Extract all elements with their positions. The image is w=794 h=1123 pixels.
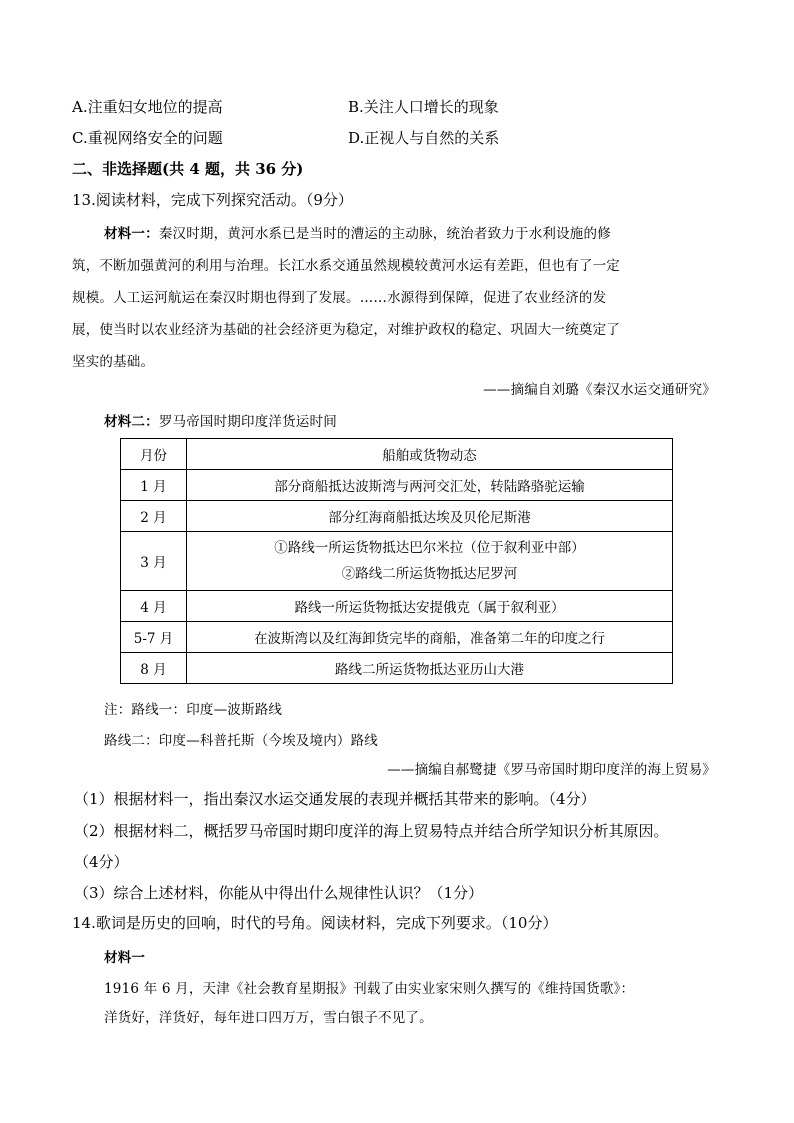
table-cell-text: 部分商船抵达波斯湾与两河交汇处，转陆路骆驼运输 xyxy=(187,470,673,501)
table-cell-month: 8 月 xyxy=(121,653,187,684)
table-cell-text: 路线一所运货物抵达安提俄克（属于叙利亚） xyxy=(187,591,673,622)
material2-source: ——摘编自郝鹭捷《罗马帝国时期印度洋的海上贸易》 xyxy=(387,762,716,778)
table-row xyxy=(121,532,673,591)
material2-label: 材料二： xyxy=(104,414,159,430)
table-note-1: 注：路线一：印度—波斯路线 xyxy=(104,702,283,718)
subquestion-1: （1）根据材料一，指出秦汉水运交通发展的表现并概括其带来的影响。（4分） xyxy=(74,790,596,808)
q14-material1-line-2: 洋货好，洋货好，每年进口四万万，雪白银子不见了。 xyxy=(104,1010,433,1026)
table-cell-text: 在波斯湾以及红海卸货完毕的商船，准备第二年的印度之行 xyxy=(187,622,673,653)
table-header-dynamics: 船舶或货物动态 xyxy=(187,439,673,470)
table-cell-month: 3 月 xyxy=(121,532,187,591)
table-row xyxy=(121,622,673,653)
table-cell-line-1: ①路线一所运货物抵达巴尔米拉（位于叙利亚中部） xyxy=(274,540,585,556)
material1-line-4: 展，使当时以农业经济为基础的社会经济更为稳定，对维护政权的稳定、巩固大一统奠定了 xyxy=(72,322,620,338)
material1-line-2: 筑，不断加强黄河的利用与治理。长江水系交通虽然规模较黄河水运有差距，但也有了一定 xyxy=(72,258,620,274)
table-row xyxy=(121,653,673,684)
table-row xyxy=(121,470,673,501)
table-note-2: 路线二：印度—科普托斯（今埃及境内）路线 xyxy=(104,733,378,749)
subquestion-2: （2）根据材料二，概括罗马帝国时期印度洋的海上贸易特点并结合所学知识分析其原因。 xyxy=(74,822,669,840)
table-row xyxy=(121,591,673,622)
option-c: C.重视网络安全的问题 xyxy=(72,129,223,147)
table-cell-month: 5-7 月 xyxy=(121,622,187,653)
subquestion-3: （3）综合上述材料，你能从中得出什么规律性认识？（1分） xyxy=(74,884,484,902)
table-header-month: 月份 xyxy=(121,439,187,470)
table-cell-month: 2 月 xyxy=(121,501,187,532)
option-d: D.正视人与自然的关系 xyxy=(348,129,500,147)
material1-label: 材料一： xyxy=(104,226,159,242)
q14-material1-label xyxy=(104,946,145,966)
material2-title: 罗马帝国时期印度洋货运时间 xyxy=(158,414,337,430)
section-title: 二、非选择题(共 4 题，共 36 分) xyxy=(72,160,304,178)
q14-material1-label-text: 材料一 xyxy=(104,950,146,966)
option-a: A.注重妇女地位的提高 xyxy=(72,98,223,116)
table-cell-text xyxy=(187,532,673,591)
material1-text-1: 秦汉时期，黄河水系已是当时的漕运的主动脉，统治者致力于水利设施的修 xyxy=(158,226,611,242)
table-row xyxy=(121,501,673,532)
material1-source: ——摘编自刘璐《秦汉水运交通研究》 xyxy=(483,382,716,398)
q14-material1-line-1: 1916 年 6 月，天津《社会教育星期报》刊载了由实业家宋则久撰写的《维持国货歌》： xyxy=(104,981,635,997)
table-cell-line-2: ②路线二所运货物抵达尼罗河 xyxy=(341,566,518,582)
table-cell-text: 部分红海商船抵达埃及贝伦尼斯港 xyxy=(187,501,673,532)
material1-line-3: 规模。人工运河航运在秦汉时期也得到了发展。……水源得到保障，促进了农业经济的发 xyxy=(72,290,607,306)
material1-line-5: 坚实的基础。 xyxy=(72,354,155,370)
table-cell-month: 1 月 xyxy=(121,470,187,501)
option-b: B.关注人口增长的现象 xyxy=(348,98,499,116)
subquestion-2-score: （4分） xyxy=(74,853,129,871)
table-cell-month: 4 月 xyxy=(121,591,187,622)
table-header-row xyxy=(121,439,673,470)
question-14-stem: 14.歌词是历史的回响，时代的号角。阅读材料，完成下列要求。（10分） xyxy=(72,914,558,932)
shipping-table xyxy=(120,438,673,684)
material1-line-1 xyxy=(104,222,611,242)
table-cell-text: 路线二所运货物抵达亚历山大港 xyxy=(187,653,673,684)
material2-heading xyxy=(104,410,337,430)
question-13-stem: 13.阅读材料，完成下列探究活动。（9分） xyxy=(72,191,353,209)
